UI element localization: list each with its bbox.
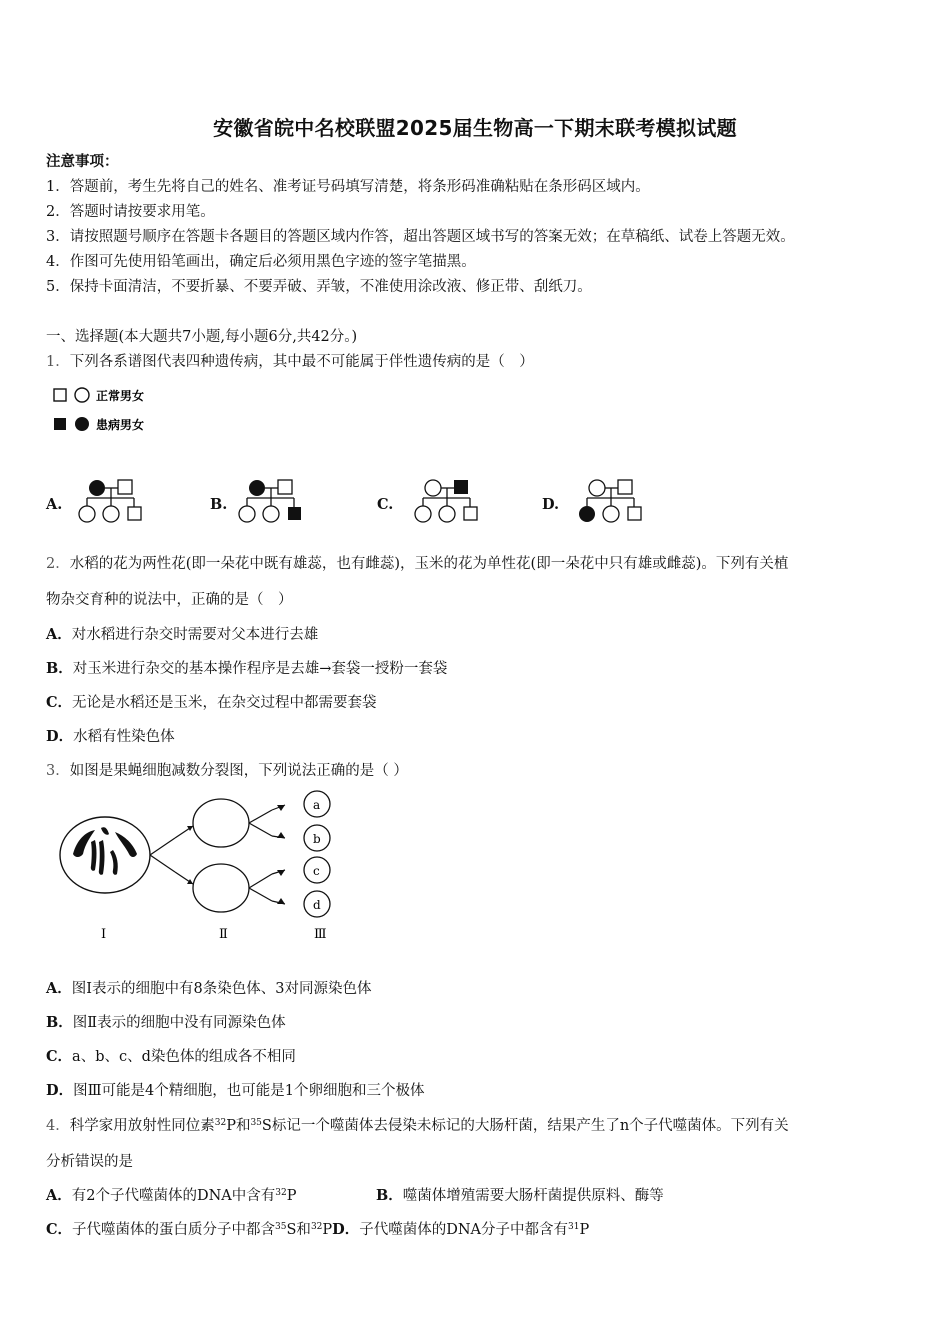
pedigree-c [412, 476, 482, 524]
question-number: 2． [46, 556, 70, 572]
notice-item-3: 3．请按照题号顺序在答题卡各题目的答题区域内作答，超出答题区域书写的答案无效；在草稿纸、试卷上答题无效。 [46, 229, 795, 245]
meiosis-diagram [55, 788, 345, 948]
pedigree-d [576, 476, 648, 524]
q4-option-a: A．有2个子代噬菌体的DNA中含有$^{32}$P [46, 1187, 297, 1204]
stage-label-iii: Ⅲ [314, 927, 327, 942]
question-4-cont: 分析错误的是 [46, 1154, 133, 1170]
question-4: 4．科学家用放射性同位素$^{32}$P和$^{35}$S标记一个噬菌体去侵染未标记的大肠杆菌，结果产生了n个子代噬菌体。下列有关 [46, 1118, 789, 1134]
question-number: 4． [46, 1118, 70, 1134]
cell-ii-bottom [193, 864, 249, 912]
parent-male-normal [278, 480, 292, 494]
q3-option-c: C．a、b、c、d染色体的组成各不相同 [46, 1048, 296, 1065]
notice-item-5: 5．保持卡面清洁，不要折暴、不要弄破、弄皱，不准使用涂改液、修正带、刮纸刀。 [46, 279, 592, 295]
affected-male-symbol [54, 418, 66, 430]
q3-option-a: A．图Ⅰ表示的细胞中有8条染色体、3对同源染色体 [46, 980, 372, 997]
q1-option-b-label: B. [210, 496, 228, 513]
parent-male-normal [118, 480, 132, 494]
question-number: 1． [46, 354, 70, 370]
q2-option-c: C．无论是水稻还是玉米，在杂交过程中都需要套袋 [46, 694, 377, 711]
child-male-normal [464, 507, 477, 520]
child-female-normal [263, 506, 279, 522]
question-1 [46, 352, 534, 372]
stage-label-i: Ⅰ [101, 927, 107, 942]
q1-option-a-label: A. [46, 496, 63, 513]
notice-item-1: 1．答题前，考生先将自己的姓名、准考证号码填写清楚，将条形码准确粘贴在条形码区域内。 [46, 179, 650, 195]
question-number: 3． [46, 763, 70, 779]
legend-affected-label: 患病男女 [96, 418, 145, 432]
cell-label-a: a [313, 798, 321, 812]
page-title: 安徽省皖中名校联盟2025届生物高一下期末联考模拟试题 [213, 116, 737, 140]
child-male-normal [128, 507, 141, 520]
q2-option-a: A．对水稻进行杂交时需要对父本进行去雄 [46, 626, 319, 643]
notice-item-4: 4．作图可先使用铅笔画出，确定后必须用黑色字迹的签字笔描黑。 [46, 254, 476, 270]
child-male-normal [628, 507, 641, 520]
child-female-normal [239, 506, 255, 522]
child-female-normal [439, 506, 455, 522]
pedigree-a [76, 476, 146, 524]
question-stem: 水稻的花为两性花(即一朵花中既有雄蕊，也有雌蕊)，玉米的花为单性花(即一朵花中只有雄或雌蕊)。下列有关植 [69, 556, 789, 572]
legend-normal-label: 正常男女 [96, 389, 145, 403]
q4-option-d: D． [332, 1221, 360, 1238]
cell-label-c: c [313, 864, 320, 878]
question-3 [46, 761, 408, 781]
q4-option-c: C．子代噬菌体的蛋白质分子中都含$^{35}$S和$^{32}$PD．子代噬菌体的DNA分子中都含有$^{31}$P [46, 1221, 590, 1238]
parent-female-affected [89, 480, 105, 496]
cell-label-d: d [313, 898, 321, 912]
question-2-cont: 物杂交育种的说法中，正确的是（ ） [46, 592, 293, 608]
pedigree-legend [52, 386, 172, 436]
child-male-affected [288, 507, 301, 520]
pedigree-b [236, 476, 306, 524]
q4-option-b: B．噬菌体增殖需要大肠杆菌提供原料、酶等 [376, 1187, 664, 1204]
parent-female-normal [589, 480, 605, 496]
q2-option-b: B．对玉米进行杂交的基本操作程序是去雄→套袋一授粉一套袋 [46, 660, 448, 677]
q1-option-d-label: D. [542, 496, 560, 513]
child-female-affected [579, 506, 595, 522]
q3-option-d: D．图Ⅲ可能是4个精细胞，也可能是1个卵细胞和三个极体 [46, 1082, 425, 1099]
child-female-normal [415, 506, 431, 522]
parent-male-normal [618, 480, 632, 494]
q1-option-c-label: C. [377, 496, 394, 513]
normal-male-symbol [54, 389, 66, 401]
stage-label-ii: Ⅱ [219, 927, 228, 942]
question-2 [46, 554, 788, 574]
question-stem: 下列各系谱图代表四种遗传病，其中最不可能属于伴性遗传病的是（ ） [69, 354, 534, 370]
q2-option-d: D．水稻有性染色体 [46, 728, 175, 745]
child-female-normal [103, 506, 119, 522]
question-stem: 如图是果蝇细胞减数分裂图，下列说法正确的是（ ） [69, 763, 408, 779]
notice-item-2: 2．答题时请按要求用笔。 [46, 204, 215, 220]
cell-label-b: b [313, 832, 321, 846]
parent-female-normal [425, 480, 441, 496]
affected-female-symbol [75, 417, 89, 431]
child-female-normal [603, 506, 619, 522]
child-female-normal [79, 506, 95, 522]
parent-female-affected [249, 480, 265, 496]
cell-ii-top [193, 799, 249, 847]
q3-option-b: B．图Ⅱ表示的细胞中没有同源染色体 [46, 1014, 286, 1031]
section-heading: 一、选择题(本大题共7小题,每小题6分,共42分。) [46, 329, 358, 345]
notice-heading: 注意事项： [46, 153, 119, 170]
parent-male-affected [454, 480, 468, 494]
normal-female-symbol [75, 388, 89, 402]
